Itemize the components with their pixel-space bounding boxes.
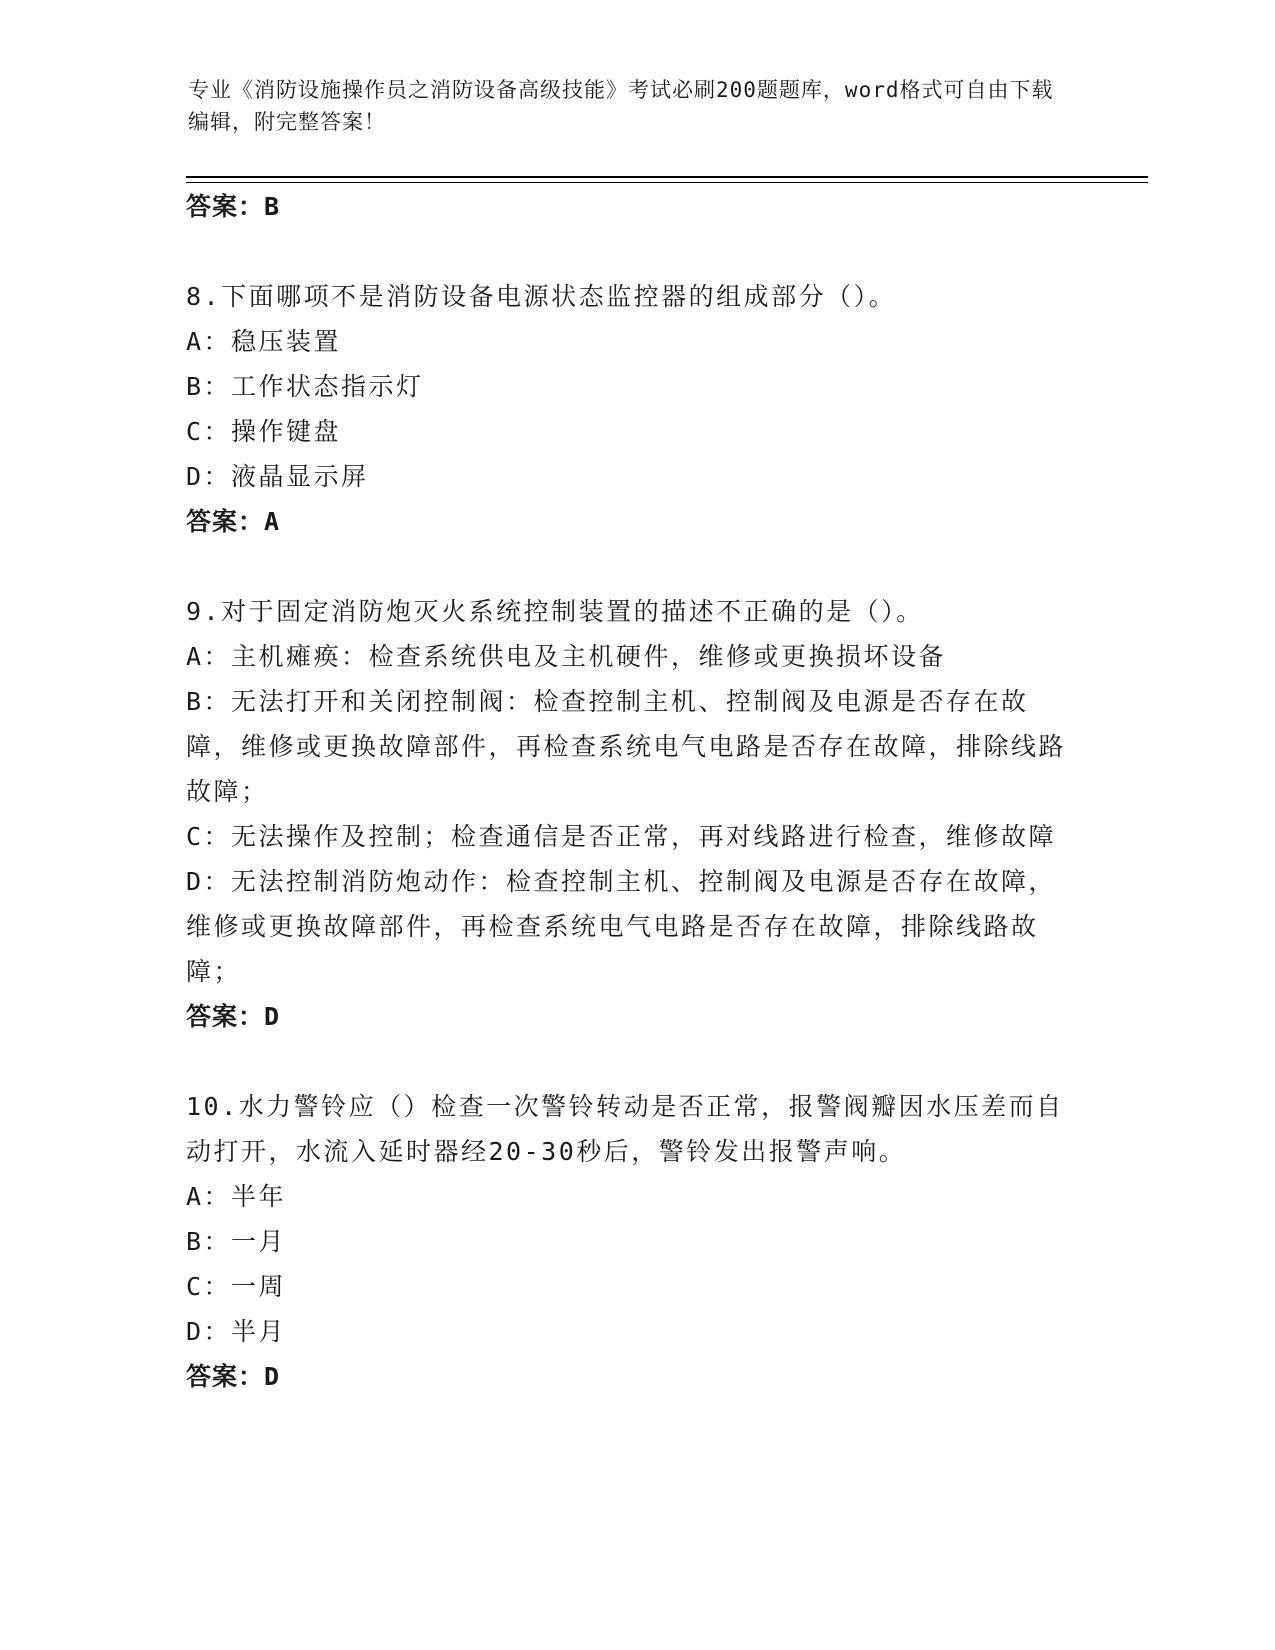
- question-8: [186, 274, 1066, 544]
- option-b: B：无法打开和关闭控制阀：检查控制主机、控制阀及电源是否存在故障，维修或更换故障部件，再检查系统电气电路是否存在故障，排除线路故障；: [186, 687, 1067, 806]
- question-stem: 9.对于固定消防炮灭火系统控制装置的描述不正确的是（）。: [186, 597, 924, 626]
- option-d: D：无法控制消防炮动作：检查控制主机、控制阀及电源是否存在故障，维修或更换故障部件，再检查系统电气电路是否存在故障，排除线路故障；: [186, 867, 1057, 986]
- header-rule-thin: [186, 182, 1148, 183]
- option-d: D：液晶显示屏: [186, 462, 369, 491]
- question-stem: 10.水力警铃应（）检查一次警铃转动是否正常，报警阀瓣因水压差而自动打开，水流入延时器经20-30秒后，警铃发出报警声响。: [186, 1092, 1064, 1166]
- option-a: A：稳压装置: [186, 327, 342, 356]
- document-body: [186, 184, 1066, 1399]
- option-b: B：一月: [186, 1227, 287, 1256]
- document-header: [188, 74, 1068, 138]
- question-stem: 8.下面哪项不是消防设备电源状态监控器的组成部分（）。: [186, 282, 897, 311]
- question-10: [186, 1084, 1066, 1399]
- option-a: A：半年: [186, 1182, 287, 1211]
- prev-answer: 答案：B: [186, 192, 281, 221]
- option-a: A：主机瘫痪：检查系统供电及主机硬件，维修或更换损坏设备: [186, 642, 947, 671]
- answer: 答案：D: [186, 1002, 281, 1031]
- option-b: B：工作状态指示灯: [186, 372, 424, 401]
- option-c: C：操作键盘: [186, 417, 342, 446]
- answer: 答案：A: [186, 507, 281, 536]
- header-rule-thick: [186, 176, 1148, 178]
- option-c: C：一周: [186, 1272, 287, 1301]
- header-text: 专业《消防设施操作员之消防设备高级技能》考试必刷200题题库，word格式可自由下载编辑，附完整答案！: [188, 78, 1054, 134]
- option-c: C：无法操作及控制；检查通信是否正常，再对线路进行检查，维修故障: [186, 822, 1057, 851]
- option-d: D：半月: [186, 1317, 287, 1346]
- answer: 答案：D: [186, 1362, 281, 1391]
- question-9: [186, 589, 1066, 1039]
